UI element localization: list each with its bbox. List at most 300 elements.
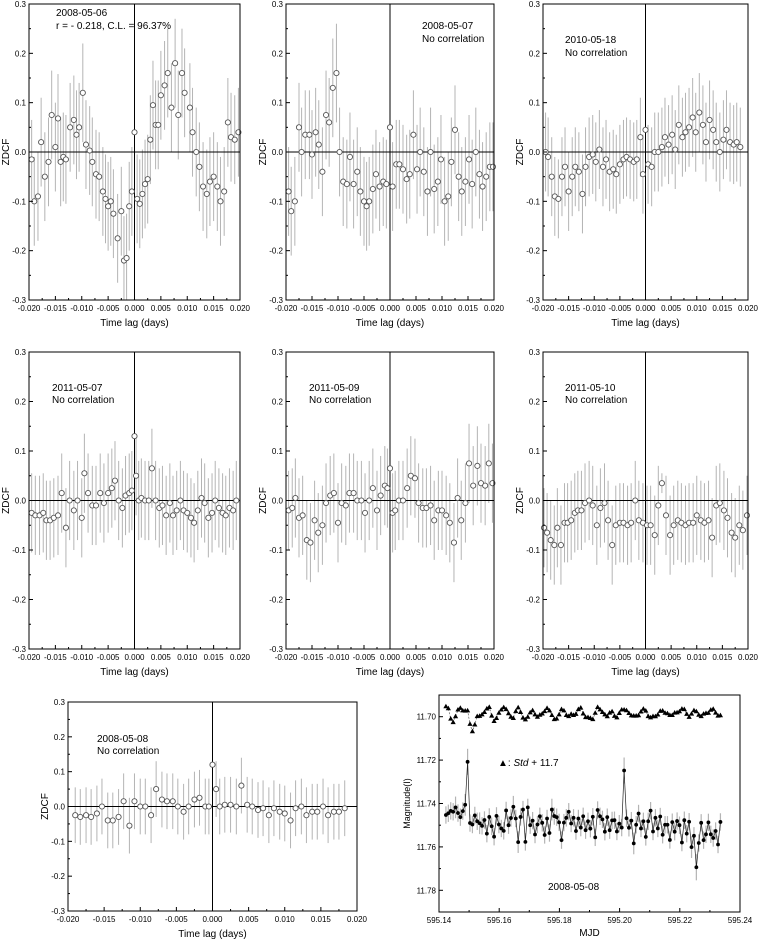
data-point	[83, 142, 88, 147]
data-point	[145, 177, 150, 182]
data-point	[452, 127, 457, 132]
data-point	[156, 122, 161, 127]
magnitude-point	[492, 835, 496, 839]
panel-date-label: 2011-05-10	[565, 383, 616, 394]
y-tick-label: 0.1	[53, 767, 65, 777]
data-point	[100, 189, 105, 194]
magnitude-point	[593, 835, 597, 839]
std-point	[556, 712, 561, 717]
data-point	[245, 802, 250, 807]
data-point	[416, 500, 421, 505]
magnitude-point	[463, 803, 467, 807]
y-tick-label: 0.3	[14, 0, 26, 9]
magnitude-point	[632, 842, 636, 846]
data-point	[185, 510, 190, 515]
x-tick-label: 0.005	[150, 653, 171, 662]
data-point	[150, 103, 155, 108]
zdcf-panel-2011-05-10	[515, 348, 759, 678]
data-point	[671, 523, 676, 528]
std-point	[472, 722, 477, 727]
y-tick-label: 0.0	[53, 802, 65, 812]
magnitude-point	[649, 809, 653, 813]
data-point	[700, 122, 705, 127]
y-tick-label: 0.3	[14, 348, 26, 357]
magnitude-point	[661, 833, 665, 837]
magnitude-point	[615, 830, 619, 834]
data-point	[407, 172, 412, 177]
data-point	[600, 164, 605, 169]
data-point	[53, 144, 58, 149]
magnitude-point	[495, 814, 499, 818]
x-tick-label: 0.020	[737, 653, 759, 662]
data-point	[330, 85, 335, 90]
data-point	[137, 201, 142, 206]
data-point	[129, 488, 134, 493]
x-tick-label: 0.000	[635, 304, 656, 313]
data-point	[610, 542, 615, 547]
y-tick-label: 0.0	[271, 496, 283, 506]
magnitude-point	[591, 815, 595, 819]
x-tick-label: 595.22	[667, 916, 693, 925]
data-point	[210, 762, 215, 767]
magnitude-point	[560, 838, 564, 842]
data-point	[42, 174, 47, 179]
data-point	[120, 505, 125, 510]
data-point	[400, 498, 405, 503]
x-tick-label: 0.010	[686, 304, 707, 313]
data-point	[331, 490, 336, 495]
data-point	[326, 813, 331, 818]
data-point	[323, 500, 328, 505]
data-point	[480, 184, 485, 189]
panel-date-label: 2008-05-06	[56, 8, 108, 19]
data-point	[82, 471, 87, 476]
data-point	[186, 804, 191, 809]
panel-correlation-label: No correlation	[309, 395, 372, 406]
data-point	[202, 500, 207, 505]
data-point	[721, 508, 726, 513]
data-point	[308, 540, 313, 545]
magnitude-point	[622, 769, 626, 773]
panel-correlation-label: No correlation	[422, 34, 485, 45]
data-point	[706, 518, 711, 523]
x-tick-label: -0.005	[96, 304, 120, 313]
data-point	[670, 132, 675, 137]
data-point	[573, 164, 578, 169]
data-point	[740, 528, 745, 533]
x-axis-label: Time lag (days)	[100, 318, 169, 329]
y-tick-label: -0.2	[269, 246, 283, 256]
magnitude-point	[480, 824, 484, 828]
data-point	[97, 174, 102, 179]
data-point	[109, 486, 114, 491]
magnitude-point	[540, 821, 544, 825]
y-tick-label: 0.2	[271, 397, 283, 407]
data-point	[362, 510, 367, 515]
magnitude-point	[699, 821, 703, 825]
data-point	[370, 186, 375, 191]
data-point	[659, 481, 664, 486]
magnitude-point	[543, 833, 547, 837]
data-point	[146, 498, 151, 503]
data-point	[638, 135, 643, 140]
magnitude-point	[702, 838, 706, 842]
data-point	[55, 513, 60, 518]
data-point	[140, 191, 145, 196]
data-point	[336, 809, 341, 814]
magnitude-point	[584, 828, 588, 832]
data-point	[652, 533, 657, 538]
magnitude-point	[511, 805, 515, 809]
y-tick-label: -0.2	[269, 595, 283, 605]
magnitude-point	[569, 822, 573, 826]
data-point	[734, 140, 739, 145]
x-tick-label: 0.015	[712, 653, 733, 662]
magnitude-point	[620, 826, 624, 830]
data-point	[197, 795, 202, 800]
data-point	[164, 513, 169, 518]
magnitude-point	[711, 836, 715, 840]
data-point	[541, 525, 546, 530]
magnitude-point	[589, 827, 593, 831]
x-tick-label: 0.000	[379, 304, 401, 313]
data-point	[106, 490, 111, 495]
panel-correlation-label: No correlation	[97, 746, 160, 757]
panel-date-label: 2010-05-18	[565, 35, 617, 46]
magnitude-point	[687, 820, 691, 824]
data-point	[232, 137, 237, 142]
zdcf-panel-2008-05-06	[1, 0, 251, 329]
data-point	[428, 503, 433, 508]
data-point	[320, 523, 325, 528]
data-point	[75, 498, 80, 503]
std-point	[518, 709, 523, 714]
x-tick-label: 595.24	[727, 916, 753, 925]
x-tick-label: -0.015	[92, 915, 116, 924]
magnitude-point	[497, 823, 501, 827]
data-point	[400, 167, 405, 172]
data-point	[643, 127, 648, 132]
data-point	[334, 70, 339, 75]
data-point	[459, 518, 464, 523]
data-point	[634, 157, 639, 162]
data-point	[187, 105, 192, 110]
magnitude-point	[668, 838, 672, 842]
data-point	[178, 498, 183, 503]
data-point	[174, 508, 179, 513]
data-point	[207, 179, 212, 184]
data-point	[133, 473, 138, 478]
data-point	[323, 112, 328, 117]
data-point	[206, 515, 211, 520]
x-tick-label: 0.005	[405, 653, 427, 662]
data-point	[119, 209, 124, 214]
data-point	[215, 184, 220, 189]
magnitude-point	[637, 812, 641, 816]
data-point	[463, 179, 468, 184]
magnitude-point	[654, 816, 658, 820]
x-tick-label: 0.020	[483, 304, 505, 313]
data-point	[737, 523, 742, 528]
data-point	[428, 149, 433, 154]
magnitude-point	[504, 809, 508, 813]
data-point	[260, 806, 265, 811]
data-point	[617, 162, 622, 167]
data-point	[266, 813, 271, 818]
data-point	[316, 530, 321, 535]
x-tick-label: -0.015	[300, 304, 324, 313]
data-point	[282, 811, 287, 816]
data-point	[602, 500, 607, 505]
x-tick-label: -0.010	[70, 304, 94, 313]
magnitude-point	[625, 816, 629, 820]
data-point	[656, 503, 661, 508]
magnitude-point	[458, 815, 462, 819]
data-point	[693, 130, 698, 135]
x-tick-label: 595.20	[607, 916, 632, 925]
data-point	[331, 809, 336, 814]
data-point	[459, 189, 464, 194]
magnitude-point	[719, 820, 723, 824]
data-point	[576, 169, 581, 174]
data-point	[217, 804, 222, 809]
data-point	[614, 172, 619, 177]
data-point	[71, 117, 76, 122]
x-tick-label: 0.005	[661, 304, 682, 313]
data-point	[115, 236, 120, 241]
zdcf-panel-2008-05-08	[40, 698, 368, 939]
data-point	[358, 189, 363, 194]
data-point	[41, 510, 46, 515]
y-axis-label: ZDCF	[515, 138, 526, 166]
x-tick-label: -0.010	[582, 304, 606, 313]
std-point	[453, 714, 458, 719]
x-tick-label: -0.020	[531, 653, 555, 662]
zdcf-panel-2011-05-07	[1, 348, 251, 678]
panel-correlation-label: No correlation	[52, 395, 115, 406]
data-point	[148, 137, 153, 142]
data-point	[313, 130, 318, 135]
y-tick-label: 0.3	[271, 348, 283, 357]
magnitude-point	[694, 865, 698, 869]
data-point	[63, 525, 68, 530]
y-axis-label: ZDCF	[258, 138, 269, 166]
y-tick-label: -0.1	[269, 546, 283, 555]
data-point	[200, 184, 205, 189]
y-tick-label: 0.1	[271, 98, 283, 108]
y-tick-label: -0.3	[526, 645, 540, 654]
magnitude-point	[567, 810, 571, 814]
data-point	[170, 513, 175, 518]
data-point	[342, 806, 347, 811]
data-point	[691, 520, 696, 525]
data-point	[583, 164, 588, 169]
y-tick-label: -0.2	[51, 872, 65, 882]
data-point	[310, 809, 315, 814]
data-point	[593, 159, 598, 164]
data-point	[373, 172, 378, 177]
data-point	[74, 132, 79, 137]
data-point	[132, 130, 137, 135]
magnitude-point	[675, 819, 679, 823]
x-tick-label: -0.020	[274, 304, 298, 313]
magnitude-point	[709, 832, 713, 836]
std-point	[516, 705, 521, 710]
data-point	[470, 181, 475, 186]
data-point	[475, 463, 480, 468]
y-tick-label: 0.1	[528, 98, 540, 108]
data-point	[290, 505, 295, 510]
data-point	[286, 189, 291, 194]
magnitude-point	[526, 806, 530, 810]
data-point	[49, 112, 54, 117]
panel-correlation-label: r = - 0.218, C.L. = 96.37%	[56, 21, 172, 32]
data-point	[293, 495, 298, 500]
magnitude-point	[690, 845, 694, 849]
data-point	[580, 191, 585, 196]
x-tick-label: 0.000	[379, 653, 401, 662]
x-tick-label: -0.005	[352, 653, 376, 662]
magnitude-point	[536, 823, 540, 827]
x-tick-label: 0.020	[346, 915, 368, 924]
std-point	[470, 729, 475, 734]
data-point	[486, 461, 491, 466]
x-tick-label: 0.020	[737, 304, 759, 313]
data-point	[87, 148, 92, 153]
magnitude-point	[519, 815, 523, 819]
data-point	[67, 498, 72, 503]
magnitude-point	[680, 841, 684, 845]
data-point	[192, 520, 197, 525]
y-tick-label: 0.1	[14, 98, 26, 108]
data-point	[292, 199, 297, 204]
data-point	[656, 149, 661, 154]
data-point	[142, 181, 147, 186]
panel-correlation-label: No correlation	[565, 48, 628, 59]
data-point	[545, 530, 550, 535]
data-point	[327, 120, 332, 125]
data-point	[449, 159, 454, 164]
data-point	[558, 542, 563, 547]
data-point	[127, 823, 132, 828]
data-point	[351, 181, 356, 186]
data-point	[397, 162, 402, 167]
x-tick-label: -0.010	[326, 304, 350, 313]
data-point	[483, 483, 488, 488]
magnitude-point	[581, 814, 585, 818]
plot-frame	[439, 695, 740, 912]
data-point	[101, 500, 106, 505]
std-point	[581, 711, 586, 716]
data-point	[404, 177, 409, 182]
data-point	[124, 255, 129, 260]
x-tick-label: -0.015	[44, 653, 67, 662]
magnitude-point	[521, 808, 525, 812]
data-point	[138, 804, 143, 809]
data-point	[733, 535, 738, 540]
data-point	[343, 503, 348, 508]
magnitude-point	[483, 818, 487, 822]
magnitude-point	[564, 816, 568, 820]
legend-prefix: :	[507, 758, 514, 769]
x-tick-label: 0.010	[274, 915, 295, 924]
zdcf-panel-2010-05-18	[515, 0, 759, 329]
x-tick-label: 0.000	[635, 653, 656, 662]
data-point	[73, 813, 78, 818]
data-point	[214, 786, 219, 791]
data-point	[425, 189, 430, 194]
magnitude-point	[516, 840, 520, 844]
magnitude-point	[507, 823, 511, 827]
y-tick-label: -0.2	[526, 595, 540, 605]
x-axis-label: Time lag (days)	[355, 667, 425, 678]
std-point	[593, 710, 598, 715]
x-tick-label: 0.005	[150, 304, 171, 313]
y-tick-label: 0.2	[14, 397, 26, 407]
magnitude-point	[548, 831, 552, 835]
std-point	[467, 721, 472, 726]
data-point	[167, 500, 172, 505]
data-point	[59, 490, 64, 495]
data-point	[729, 530, 734, 535]
data-point	[188, 515, 193, 520]
x-tick-label: -0.020	[17, 304, 41, 313]
data-point	[204, 191, 209, 196]
data-point	[387, 125, 392, 130]
magnitude-point	[678, 823, 682, 827]
y-tick-label: -0.1	[526, 546, 540, 555]
x-tick-label: -0.010	[326, 653, 350, 662]
data-point	[304, 813, 309, 818]
data-point	[85, 490, 90, 495]
magnitude-point	[613, 818, 617, 822]
magnitude-point	[576, 817, 580, 821]
y-axis-label: ZDCF	[1, 138, 12, 166]
data-point	[405, 486, 410, 491]
magnitude-point	[557, 820, 561, 824]
data-point	[451, 540, 456, 545]
data-point	[58, 159, 63, 164]
data-point	[129, 189, 134, 194]
magnitude-point	[586, 819, 590, 823]
data-point	[105, 818, 110, 823]
data-point	[79, 515, 84, 520]
y-tick-label: -0.1	[526, 197, 540, 207]
magnitude-point	[629, 819, 633, 823]
data-point	[218, 199, 223, 204]
data-point	[680, 135, 685, 140]
magnitude-point	[514, 817, 518, 821]
data-point	[337, 149, 342, 154]
data-point	[673, 147, 678, 152]
magnitude-point	[550, 808, 554, 812]
std-point	[487, 704, 492, 709]
legend-suffix: + 11.7	[528, 758, 559, 769]
magnitude-point	[656, 827, 660, 831]
data-point	[559, 174, 564, 179]
data-point	[63, 157, 68, 162]
std-point	[494, 715, 499, 720]
data-point	[471, 483, 476, 488]
data-point	[432, 518, 437, 523]
data-point	[710, 535, 715, 540]
data-point	[439, 508, 444, 513]
data-point	[159, 797, 164, 802]
data-point	[385, 486, 390, 491]
y-tick-label: 0.3	[271, 0, 283, 9]
x-tick-label: 0.005	[238, 915, 259, 924]
data-point	[412, 476, 417, 481]
